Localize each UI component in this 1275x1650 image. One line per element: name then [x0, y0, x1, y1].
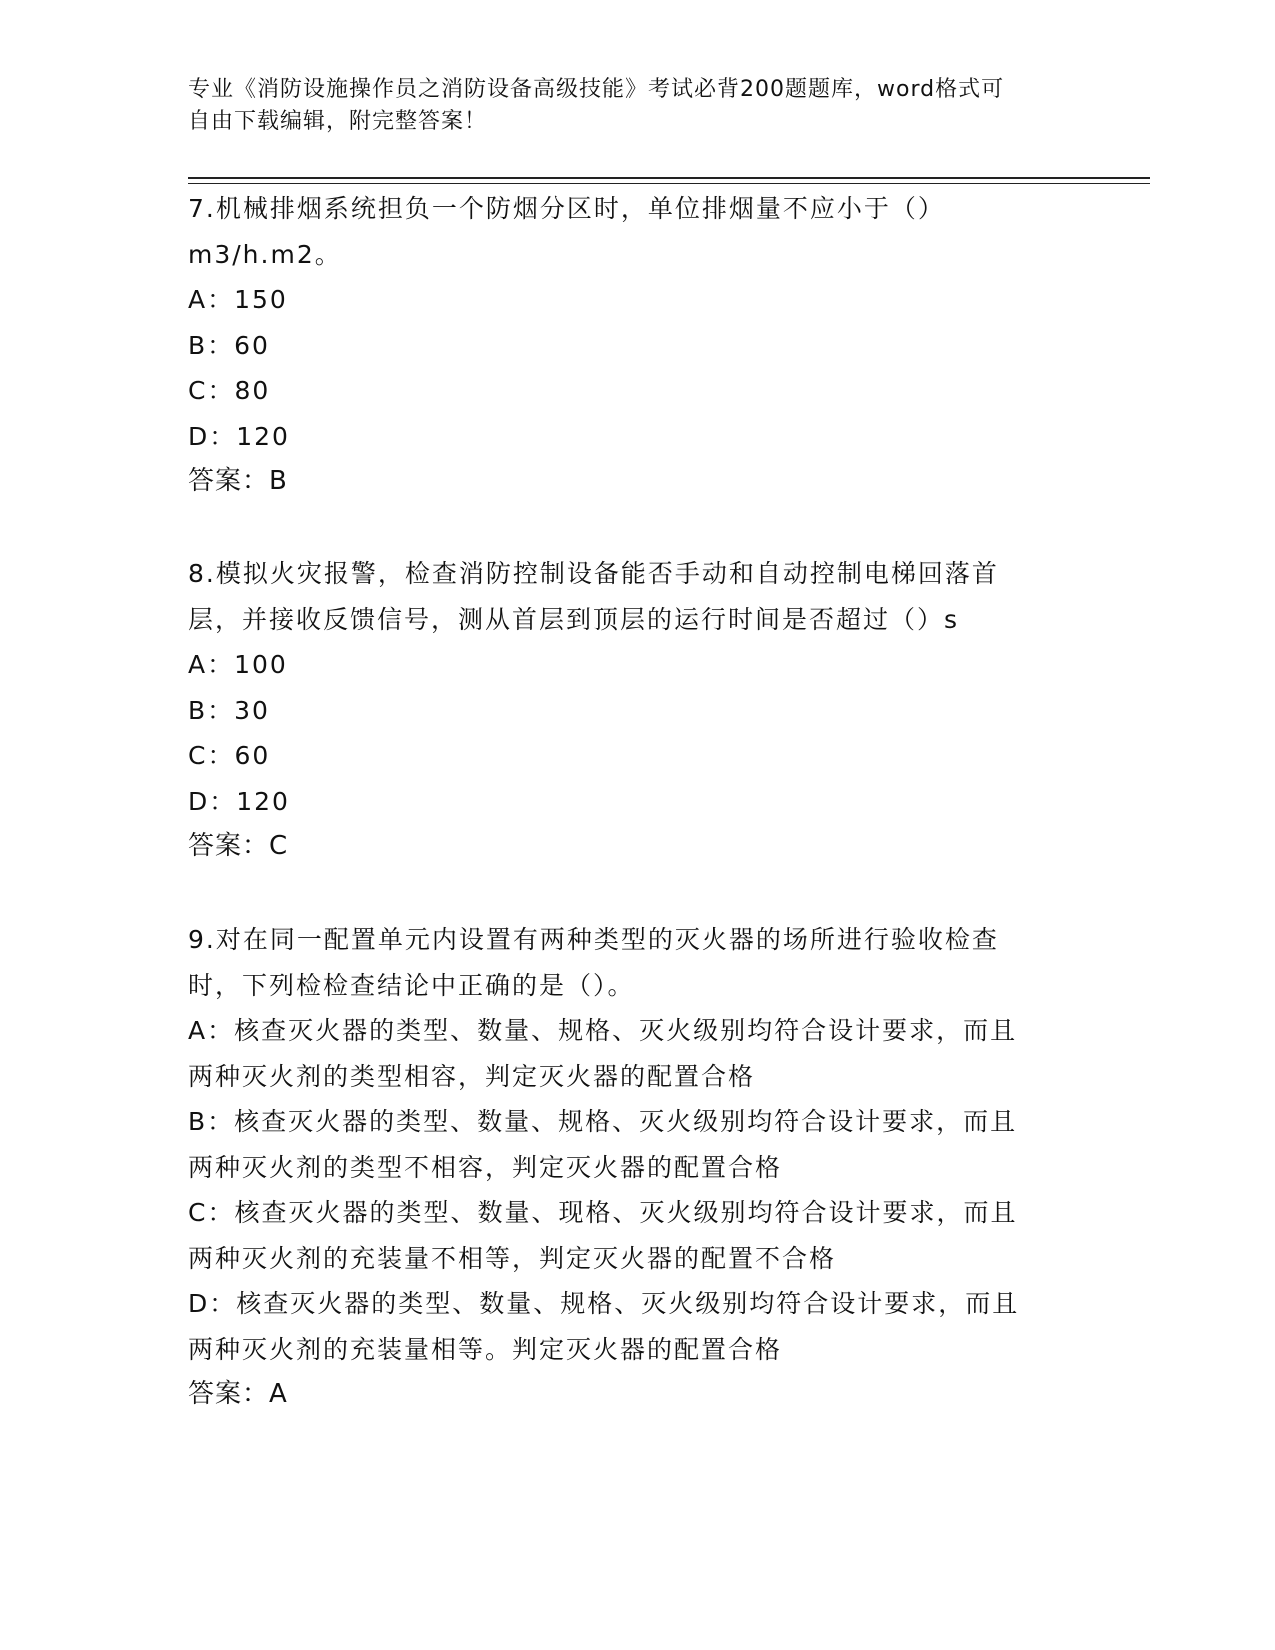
- question-stem-line: 9.对在同一配置单元内设置有两种类型的灭火器的场所进行验收检查: [188, 925, 999, 954]
- option-b: B：60: [188, 330, 270, 360]
- header-divider-thin: [188, 183, 1150, 184]
- question-8: [188, 551, 1078, 869]
- question-stem-line: 8.模拟火灾报警，检查消防控制设备能否手动和自动控制电梯回落首: [188, 559, 999, 588]
- option-c: C：60: [188, 741, 271, 770]
- option-a-line-2: 两种灭火剂的类型相容，判定灭火器的配置合格: [188, 1061, 756, 1091]
- header-line-2: 自由下载编辑，附完整答案！: [188, 109, 488, 134]
- answer-label: 答案：C: [188, 831, 289, 861]
- option-c-line-2: 两种灭火剂的充装量不相等，判定灭火器的配置不合格: [188, 1243, 837, 1273]
- option-d: D：120: [188, 421, 290, 451]
- option-a-line-1: A：核查灭火器的类型、数量、规格、灭火级别均符合设计要求，而且: [188, 1016, 1018, 1045]
- option-d-line-1: D：核查灭火器的类型、数量、规格、灭火级别均符合设计要求，而且: [188, 1289, 1020, 1318]
- option-c-line-1: C：核查灭火器的类型、数量、现格、灭火级别均符合设计要求，而且: [188, 1198, 1018, 1227]
- option-a: A：150: [188, 285, 288, 314]
- option-b: B：30: [188, 695, 270, 725]
- option-c: C：80: [188, 376, 271, 405]
- option-d-line-2: 两种灭火剂的充装量相等。判定灭火器的配置合格: [188, 1334, 783, 1364]
- answer-label: 答案：A: [188, 1379, 288, 1409]
- question-stem-line: 层，并接收反馈信号，测从首层到顶层的运行时间是否超过（）s: [188, 604, 960, 634]
- option-b-line-2: 两种灭火剂的类型不相容，判定灭火器的配置合格: [188, 1152, 783, 1182]
- header-divider-thick: [188, 177, 1150, 179]
- option-b-line-1: B：核查灭火器的类型、数量、规格、灭火级别均符合设计要求，而且: [188, 1107, 1018, 1136]
- option-d: D：120: [188, 786, 290, 816]
- question-stem-line: 7.机械排烟系统担负一个防烟分区时，单位排烟量不应小于（）: [188, 194, 945, 223]
- question-stem-line: m3/h.m2。: [188, 239, 342, 269]
- option-a: A：100: [188, 650, 288, 679]
- header-line-1: 专业《消防设施操作员之消防设备高级技能》考试必背200题题库，word格式可: [188, 77, 1005, 102]
- answer-label: 答案：B: [188, 466, 288, 496]
- document-header: [188, 74, 1068, 138]
- question-7: [188, 186, 1078, 504]
- question-stem-line: 时，下列检检查结论中正确的是（）。: [188, 970, 635, 1000]
- question-9: [188, 917, 1078, 1417]
